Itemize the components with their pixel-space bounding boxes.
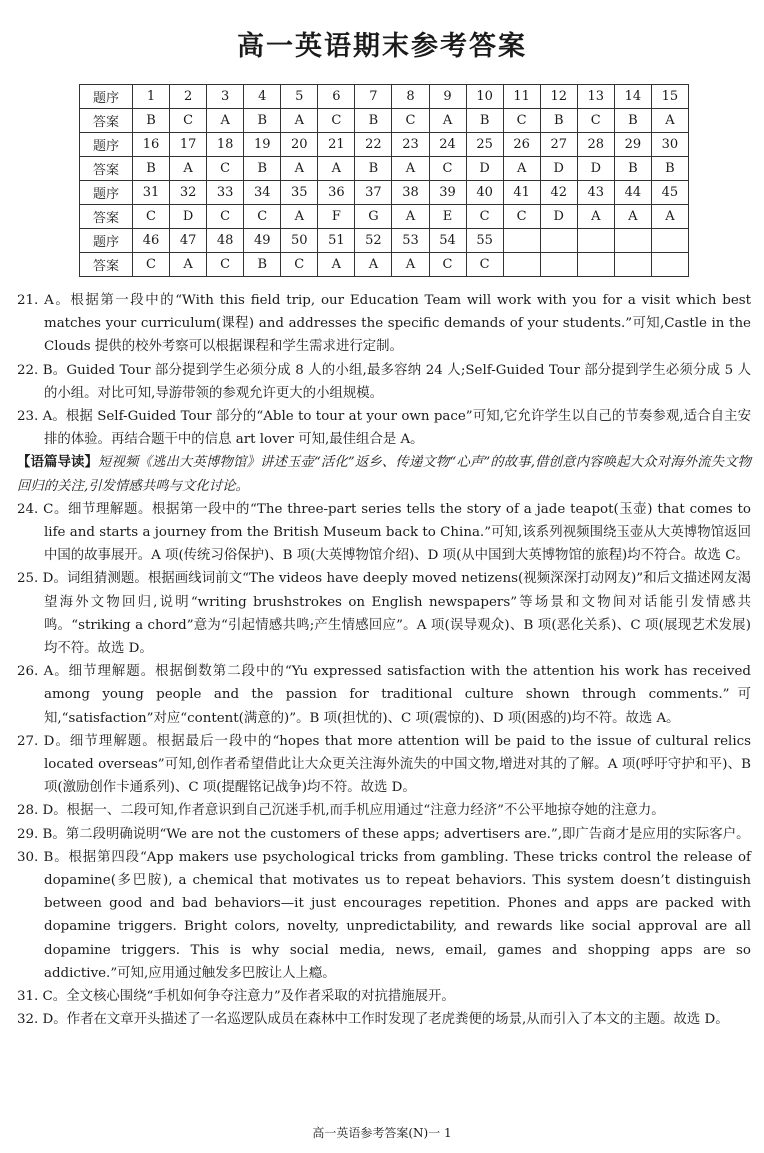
passage-guide <box>17 451 751 497</box>
question-number-cell: 20 <box>281 133 318 157</box>
question-number-cell: 35 <box>281 181 318 205</box>
question-number-cell: 52 <box>355 229 392 253</box>
explanation-32: 32. D。作者在文章开头描述了一名巡逻队成员在森林中工作时发现了老虎粪便的场景,从而引入了本文的主题。故选 D。 <box>17 1012 729 1028</box>
answer-cell: D <box>577 157 614 181</box>
question-number-cell: 10 <box>466 85 503 109</box>
explanation-31: 31. C。全文核心围绕“手机如何争夺注意力”及作者采取的对抗措施展开。 <box>17 989 455 1005</box>
explanation-25: 25. D。词组猜测题。根据画线词前文“The videos have deeply moved netizens(视频深深打动网友)”和后文描述网友渴望海外文物回归,说明“writing brushstrokes on English newspapers”等场景和文物间对话能引发情感共鸣。“striking a chord”意为“引起情感共鸣;产生情感回应”。A 项(误导观众)、B 项(恶化关系)、C 项(展现艺术发展)均不符。故选 D。 <box>17 571 751 657</box>
answer-cell: A <box>318 157 355 181</box>
answer-cell: F <box>318 205 355 229</box>
passage-guide-tag: 【语篇导读】 <box>17 455 98 471</box>
question-number-cell: 12 <box>540 85 577 109</box>
question-number-cell: 17 <box>170 133 207 157</box>
answer-row <box>80 205 689 229</box>
answer-cell: C <box>429 253 466 277</box>
answer-cell: A <box>429 109 466 133</box>
question-number-cell: 3 <box>207 85 244 109</box>
question-number-cell: 40 <box>466 181 503 205</box>
answer-cell <box>503 253 540 277</box>
answer-cell: A <box>577 205 614 229</box>
question-number-cell: 39 <box>429 181 466 205</box>
answer-cell: B <box>614 109 651 133</box>
answer-cell: D <box>540 205 577 229</box>
row-header-cell: 答案 <box>80 157 133 181</box>
question-number-cell <box>614 229 651 253</box>
row-header-cell: 题序 <box>80 181 133 205</box>
answer-cell: C <box>207 157 244 181</box>
answer-cell: D <box>170 205 207 229</box>
row-header-cell: 题序 <box>80 85 133 109</box>
answer-cell: D <box>466 157 503 181</box>
question-number-cell: 32 <box>170 181 207 205</box>
explanations <box>17 289 751 1032</box>
question-number-cell: 50 <box>281 229 318 253</box>
explanation-21: 21. A。根据第一段中的“With this field trip, our Education Team will work with you for a visit which best matches your curriculum(课程) and addresses the specific demands of your students.”可知,Castle in the Clouds 提供的校外考察可以根据课程和学生需求进行定制。 <box>17 293 751 355</box>
answer-cell: B <box>133 109 170 133</box>
answer-cell: A <box>392 253 429 277</box>
answer-cell: A <box>392 205 429 229</box>
answer-cell: A <box>503 157 540 181</box>
answer-cell: B <box>355 157 392 181</box>
question-number-cell: 5 <box>281 85 318 109</box>
question-number-cell: 22 <box>355 133 392 157</box>
answer-cell: A <box>355 253 392 277</box>
answer-cell: C <box>281 253 318 277</box>
answer-cell: C <box>133 253 170 277</box>
question-number-cell <box>503 229 540 253</box>
explanation-24: 24. C。细节理解题。根据第一段中的“The three-part series tells the story of a jade teapot(玉壶) that comes to life and starts a journey from the British Museum back to China.”可知,该系列视频围绕玉壶从大英博物馆返回中国的故事展开。A 项(传统习俗保护)、B 项(大英博物馆介绍)、D 项(从中国到大英博物馆的旅程)均不符合。故选 C。 <box>17 501 751 564</box>
question-number-cell: 46 <box>133 229 170 253</box>
question-number-cell: 28 <box>577 133 614 157</box>
page-title: 高一英语期末参考答案 <box>237 31 527 62</box>
question-number-row <box>80 133 689 157</box>
question-number-cell: 33 <box>207 181 244 205</box>
answer-cell: A <box>170 157 207 181</box>
question-number-cell: 4 <box>244 85 281 109</box>
question-number-cell: 53 <box>392 229 429 253</box>
explanation-30: 30. B。根据第四段“App makers use psychological tricks from gambling. These tricks control the release of dopamine(多巴胺), a chemical that motivates us to repeat behaviors. This system doesn’t distinguish between good and bad behaviors—it just encourages repetition. Phones and apps are packed with dopamine triggers. Bright colors, novelty, unpredictability, and rewards like social approval are all dopamine triggers. This is why social media, news, email, games and shopping apps are so addictive.”可知,应用通过触发多巴胺让人上瘾。 <box>17 849 751 981</box>
answer-cell: C <box>577 109 614 133</box>
question-number-cell: 14 <box>614 85 651 109</box>
question-number-cell: 41 <box>503 181 540 205</box>
answer-cell: A <box>392 157 429 181</box>
question-number-cell: 11 <box>503 85 540 109</box>
answer-cell: C <box>244 205 281 229</box>
answer-cell: B <box>244 109 281 133</box>
question-number-cell: 25 <box>466 133 503 157</box>
answer-cell: C <box>207 253 244 277</box>
question-number-cell: 8 <box>392 85 429 109</box>
question-number-cell: 23 <box>392 133 429 157</box>
answer-cell: A <box>281 157 318 181</box>
answer-cell: C <box>503 109 540 133</box>
question-number-cell: 55 <box>466 229 503 253</box>
row-header-cell: 题序 <box>80 229 133 253</box>
question-number-cell: 16 <box>133 133 170 157</box>
question-number-cell: 7 <box>355 85 392 109</box>
question-number-cell: 42 <box>540 181 577 205</box>
answer-row <box>80 157 689 181</box>
question-number-cell: 37 <box>355 181 392 205</box>
explanation-22: 22. B。Guided Tour 部分提到学生必须分成 8 人的小组,最多容纳 24 人;Self-Guided Tour 部分提到学生必须分成 5 人的小组。对比可知,导游带领的参观允许更大的小组规模。 <box>17 362 751 401</box>
answer-cell: A <box>614 205 651 229</box>
question-number-cell: 2 <box>170 85 207 109</box>
question-number-cell <box>577 229 614 253</box>
answer-cell: B <box>244 157 281 181</box>
question-number-cell: 15 <box>651 85 688 109</box>
question-number-cell: 48 <box>207 229 244 253</box>
question-number-cell: 26 <box>503 133 540 157</box>
question-number-cell: 24 <box>429 133 466 157</box>
question-number-cell: 54 <box>429 229 466 253</box>
answer-cell: A <box>281 205 318 229</box>
explanation-26: 26. A。细节理解题。根据倒数第二段中的“Yu expressed satisfaction with the attention his work has received among young people and the passion for traditional culture shown through comments.”可知,“satisfaction”对应“content(满意的)”。B 项(担忧的)、C 项(震惊的)、D 项(困惑的)均不符。故选 A。 <box>17 664 751 726</box>
answer-cell: C <box>392 109 429 133</box>
answer-cell: A <box>651 205 688 229</box>
question-number-cell: 13 <box>577 85 614 109</box>
question-number-cell <box>651 229 688 253</box>
question-number-cell: 29 <box>614 133 651 157</box>
question-number-row <box>80 181 689 205</box>
answer-cell: E <box>429 205 466 229</box>
answer-cell <box>577 253 614 277</box>
answer-key-table <box>79 84 689 277</box>
answer-cell: C <box>466 253 503 277</box>
question-number-cell: 6 <box>318 85 355 109</box>
row-header-cell: 题序 <box>80 133 133 157</box>
question-number-cell: 47 <box>170 229 207 253</box>
passage-guide-text: 短视频《逃出大英博物馆》讲述玉壶“活化”返乡、传递文物“心声”的故事,借创意内容唤起大众对海外流失文物回归的关注,引发情感共鸣与文化讨论。 <box>17 455 752 494</box>
question-number-cell: 31 <box>133 181 170 205</box>
answer-cell <box>614 253 651 277</box>
question-number-cell <box>540 229 577 253</box>
answer-cell: A <box>318 253 355 277</box>
question-number-cell: 1 <box>133 85 170 109</box>
question-number-cell: 34 <box>244 181 281 205</box>
question-number-cell: 18 <box>207 133 244 157</box>
answer-cell: B <box>355 109 392 133</box>
answer-cell: C <box>133 205 170 229</box>
question-number-cell: 51 <box>318 229 355 253</box>
answer-cell <box>540 253 577 277</box>
explanation-23: 23. A。根据 Self-Guided Tour 部分的“Able to tour at your own pace”可知,它允许学生以自己的节奏参观,适合自主安排的体验。再结合题干中的信息 art lover 可知,最佳组合是 A。 <box>17 409 751 448</box>
question-number-cell: 30 <box>651 133 688 157</box>
answer-cell: B <box>466 109 503 133</box>
question-number-cell: 49 <box>244 229 281 253</box>
answer-cell: C <box>466 205 503 229</box>
row-header-cell: 答案 <box>80 109 133 133</box>
answer-cell: A <box>170 253 207 277</box>
question-number-cell: 36 <box>318 181 355 205</box>
answer-cell: B <box>540 109 577 133</box>
explanation-29: 29. B。第二段明确说明“We are not the customers of these apps; advertisers are.”,即广告商才是应用的实际客户。 <box>17 826 750 842</box>
question-number-cell: 44 <box>614 181 651 205</box>
row-header-cell: 答案 <box>80 253 133 277</box>
answer-cell: G <box>355 205 392 229</box>
answer-cell: C <box>318 109 355 133</box>
answer-cell: B <box>651 157 688 181</box>
row-header-cell: 答案 <box>80 205 133 229</box>
answer-cell: C <box>503 205 540 229</box>
question-number-cell: 38 <box>392 181 429 205</box>
question-number-cell: 27 <box>540 133 577 157</box>
page-footer: 高一英语参考答案(N)一 1 <box>312 1126 452 1140</box>
answer-row <box>80 109 689 133</box>
answer-cell: C <box>170 109 207 133</box>
answer-cell: C <box>207 205 244 229</box>
question-number-cell: 45 <box>651 181 688 205</box>
question-number-cell: 9 <box>429 85 466 109</box>
answer-cell: A <box>281 109 318 133</box>
question-number-cell: 43 <box>577 181 614 205</box>
question-number-row <box>80 85 689 109</box>
explanation-28: 28. D。根据一、二段可知,作者意识到自己沉迷手机,而手机应用通过“注意力经济”不公平地掠夺她的注意力。 <box>17 803 665 819</box>
answer-cell: C <box>429 157 466 181</box>
question-number-row <box>80 229 689 253</box>
answer-cell: B <box>614 157 651 181</box>
answer-cell: B <box>244 253 281 277</box>
question-number-cell: 21 <box>318 133 355 157</box>
answer-cell <box>651 253 688 277</box>
answer-cell: A <box>651 109 688 133</box>
answer-cell: A <box>207 109 244 133</box>
answer-cell: B <box>133 157 170 181</box>
explanation-27: 27. D。细节理解题。根据最后一段中的“hopes that more attention will be paid to the issue of cultural relics located overseas”可知,创作者希望借此让大众更关注海外流失的中国文物,增进对其的了解。A 项(呼吁守护和平)、B 项(激励创作卡通系列)、C 项(提醒铭记战争)均不符。故选 D。 <box>17 733 751 796</box>
question-number-cell: 19 <box>244 133 281 157</box>
answer-row <box>80 253 689 277</box>
answer-cell: D <box>540 157 577 181</box>
